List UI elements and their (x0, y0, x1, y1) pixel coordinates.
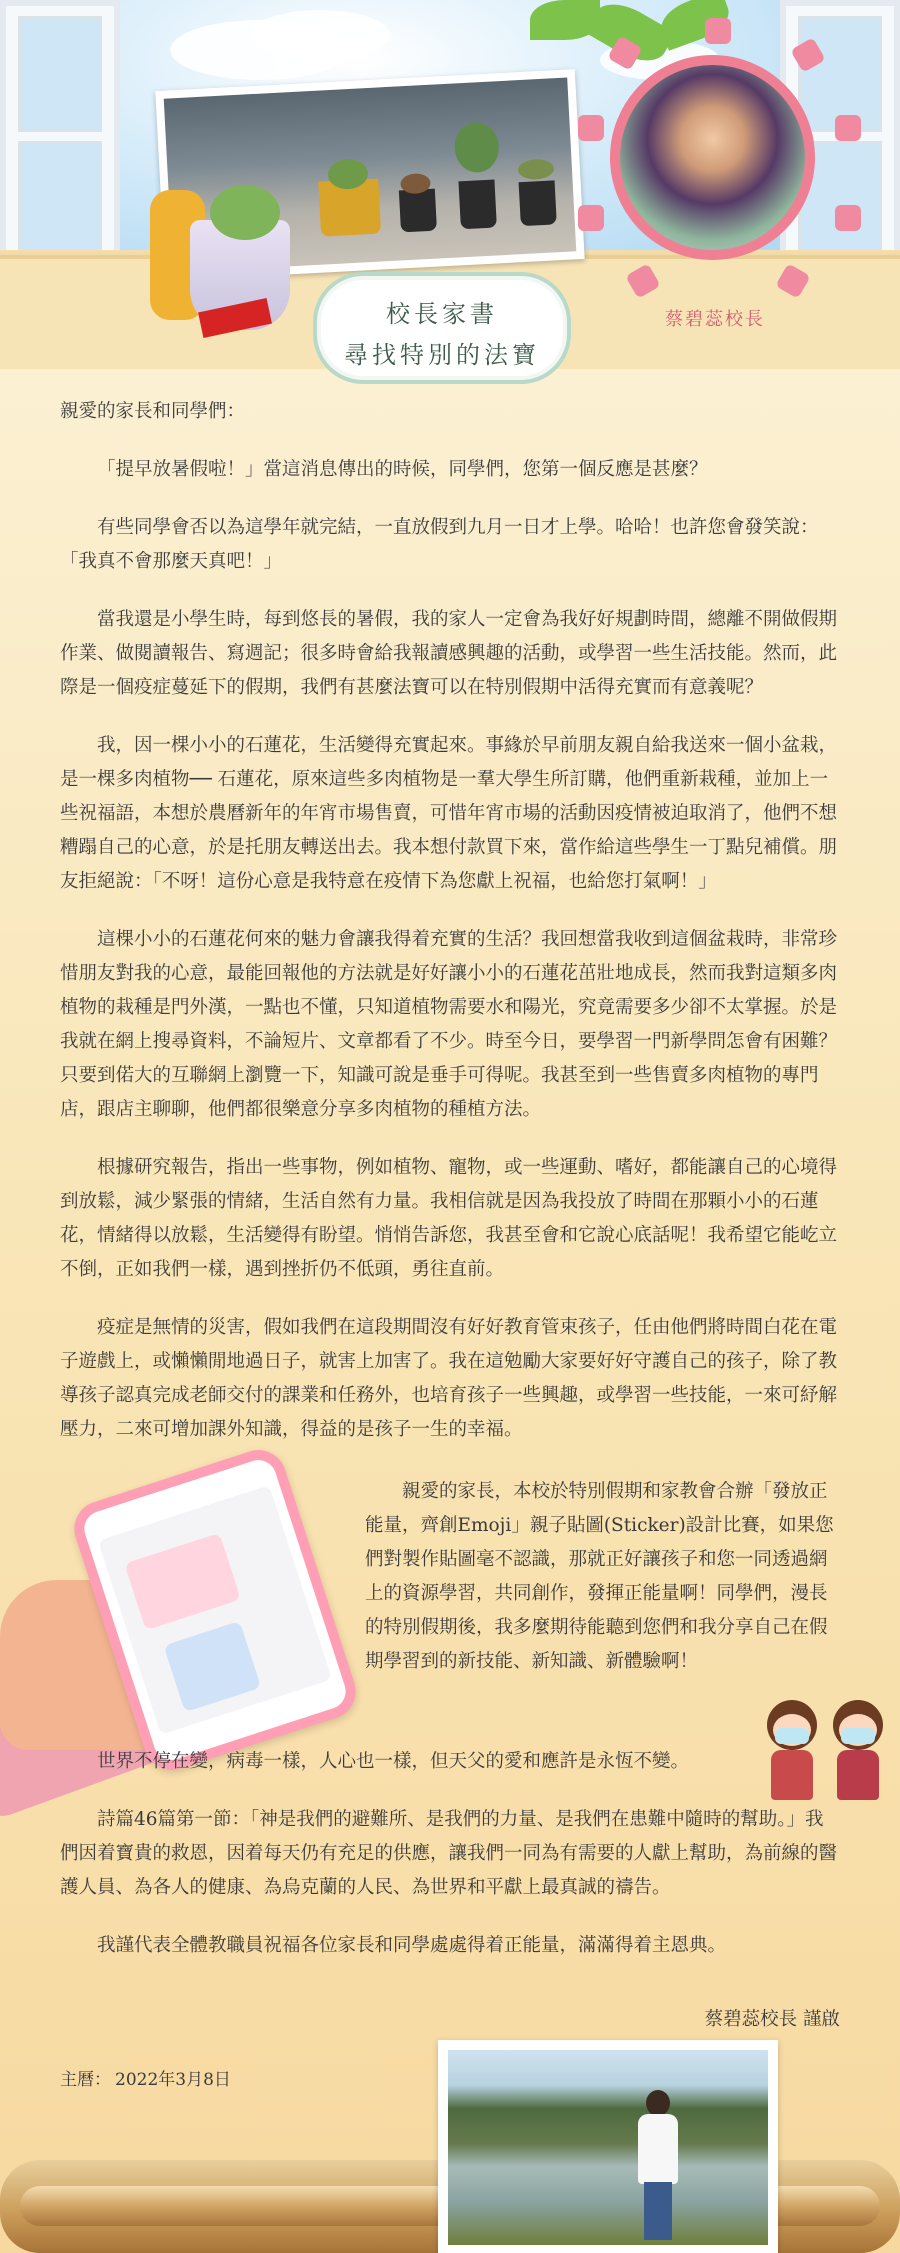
sun-ray (835, 115, 861, 141)
principal-portrait (620, 65, 805, 250)
paragraph: 親愛的家長，本校於特別假期和家教會合辦「發放正能量，齊創Emoji」親子貼圖(Sticker)設計比賽，如果您們對製作貼圖毫不認識，那就正好讓孩子和您一同透過網上的資源學習，共同創作，發揮正能量啊！同學們，漫長的特別假期後，我多麼期待能聽到您們和我分享自己在假期學習到的新技能、新知識、新體驗啊！ (365, 1481, 834, 1672)
closing-section (60, 1745, 840, 1963)
principal-portrait-frame (610, 55, 815, 260)
sun-ray (578, 205, 604, 231)
title-line-1: 校長家書 (386, 300, 498, 328)
letter-title-box (313, 272, 571, 384)
letter-body (60, 395, 840, 1471)
paragraph: 我謹代表全體教職員祝福各位家長和同學處處得着正能量，滿滿得着主恩典。 (97, 1935, 727, 1956)
paragraph: 有些同學會否以為這學年就完結，一直放假到九月一日才上學。哈哈！也許您會發笑說：「我真不會那麼天真吧！」 (60, 517, 819, 572)
paragraph: 「提早放暑假啦！」當這消息傳出的時候，同學們，您第一個反應是甚麼？ (97, 459, 708, 480)
date-line (60, 2065, 231, 2090)
toy-pot-figure (150, 180, 300, 350)
sun-ray (578, 115, 604, 141)
paragraph: 當我還是小學生時，每到悠長的暑假，我的家人一定會為我好好規劃時間，總離不開做假期作業、做閱讀報告、寫週記；很多時會給我報讀感興趣的活動，或學習一些生活技能。然而，此際是一個疫症蔓延下的假期，我們有甚麼法寶可以在特別假期中活得充實而有意義呢？ (60, 609, 838, 698)
person-figure (638, 2090, 678, 2240)
paragraph: 世界不停在變，病毒一樣，人心也一樣，但天父的愛和應許是永恆不變。 (97, 1751, 690, 1772)
left-window-icon (0, 0, 120, 270)
paragraph: 這棵小小的石蓮花何來的魅力會讓我得着充實的生活？我回想當我收到這個盆栽時，非常珍惜朋友對我的心意，最能回報他的方法就是好好讓小小的石蓮花茁壯地成長，然而我對這類多肉植物的栽種是門外漢，一點也不懂，只知道植物需要水和陽光，究竟需要多少卻不太掌握。於是我就在網上搜尋資料，不論短片、文章都看了不少。時至今日，要學習一門新學問怎會有困難？只要到偌大的互聯網上瀏覽一下，知識可說是垂手可得呢。我甚至到一些售賣多肉植物的專門店，跟店主聊聊，他們都很樂意分享多肉植物的種植方法。 (60, 929, 838, 1120)
signature: 蔡碧蕊校長 謹啟 (704, 2009, 840, 2030)
emoji-competition-notice (365, 1475, 845, 1679)
principal-name-label: 蔡碧蕊校長 (665, 309, 765, 330)
principal-lake-photo (438, 2040, 778, 2253)
sun-ray (835, 205, 861, 231)
paragraph: 詩篇46篇第一節：「神是我們的避難所、是我們的力量、是我們在患難中隨時的幫助。」我們因着寶貴的救恩，因着每天仍有充足的供應，讓我們一同為有需要的人獻上幫助，為前線的醫護人員、為各人的健康、為烏克蘭的人民、為世界和平獻上最真誠的禱告。 (60, 1809, 838, 1898)
paragraph: 根據研究報告，指出一些事物，例如植物、寵物，或一些運動、嗜好，都能讓自己的心境得到放鬆，減少緊張的情緒，生活自然有力量。我相信就是因為我投放了時間在那顆小小的石蓮花，情緒得以放鬆，生活變得有盼望。悄悄告訴您，我甚至會和它說心底話呢！我希望它能屹立不倒，正如我們一樣，遇到挫折仍不低頭，勇往直前。 (60, 1157, 838, 1280)
date-label: 主曆： (60, 2070, 111, 2090)
salutation: 親愛的家長和同學們： (60, 401, 246, 422)
paragraph: 我，因一棵小小的石蓮花，生活變得充實起來。事緣於早前朋友親自給我送來一個小盆栽，是一棵多肉植物── 石蓮花，原來這些多肉植物是一羣大學生所訂購，他們重新栽種，並加上一些祝福語，本想於農曆新年的年宵市場售賣，可惜年宵市場的活動因疫情被迫取消了，他們不想糟蹋自己的心意，於是托朋友轉送出去。我本想付款買下來，當作給這些學生一丁點兒補償。朋友拒絕說：「不呀！這份心意是我特意在疫情下為您獻上祝福，也給您打氣啊！」 (60, 735, 838, 892)
date-value: 2022年3月8日 (115, 2070, 231, 2090)
sun-ray (705, 18, 731, 44)
paragraph: 疫症是無情的災害，假如我們在這段期間沒有好好教育管束孩子，任由他們將時間白花在電子遊戲上，或懶懶閒地過日子，就害上加害了。我在這勉勵大家要好好守護自己的孩子，除了教導孩子認真完成老師交付的課業和任務外，也培育孩子一些興趣，或學習一些技能，一來可紓解壓力，二來可增加課外知識，得益的是孩子一生的幸福。 (60, 1317, 838, 1440)
title-line-2: 尋找特別的法寶 (344, 341, 540, 369)
